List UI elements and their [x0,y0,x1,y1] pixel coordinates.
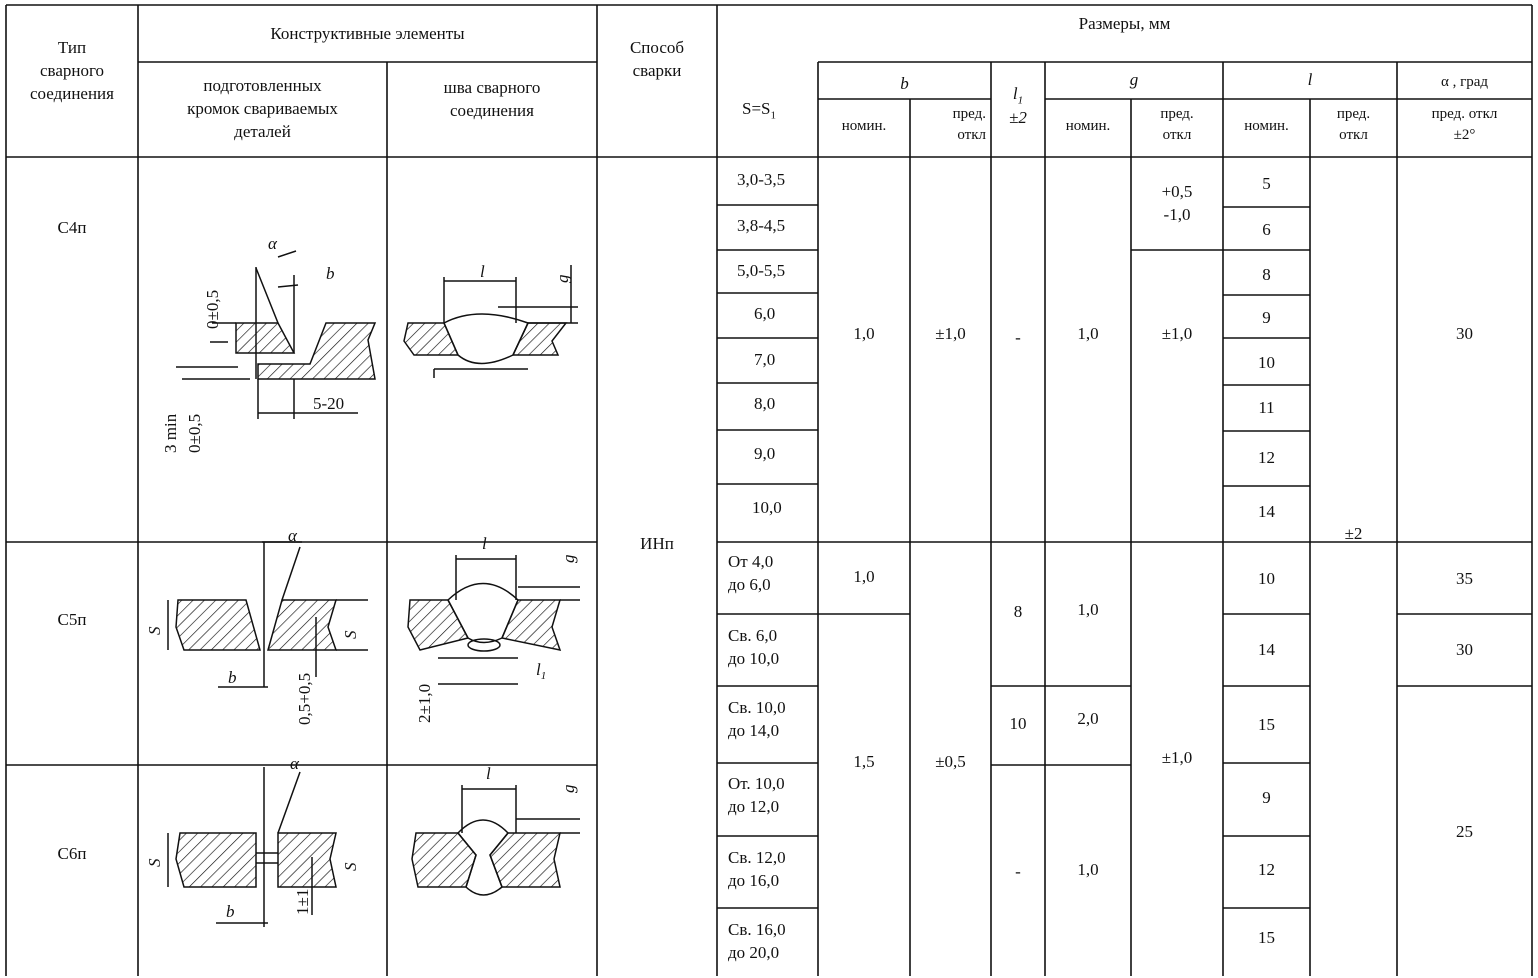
header-g-tol-line: откл [1162,127,1192,143]
header-type-line: соединения [30,84,114,103]
c5-tol-label: 0,5+0,5 [295,672,314,725]
type-c5: С5п [57,610,87,629]
alpha-value: 35 [1456,569,1473,588]
g-nom: 2,0 [1077,709,1099,728]
header-method-line: сварки [632,61,682,80]
type-c6: С6п [57,844,87,863]
header-g-tol-line: пред. [1160,106,1194,122]
header-g: g [1129,70,1139,89]
header-constructive: Конструктивные элементы [270,24,465,43]
c5-l-label: l [482,534,487,553]
g-tol: ±1,0 [1161,324,1193,343]
header-l-tol-line: откл [1339,127,1368,143]
l-nom: 10 [1258,353,1275,372]
l1-value: - [1015,862,1021,881]
g-tol-line: +0,5 [1161,182,1193,201]
header-l1-tol: ±2 [1009,108,1027,128]
l-nom: 8 [1262,265,1271,284]
g-tol-line: -1,0 [1163,205,1191,224]
s-value: 3,0-3,5 [737,170,786,189]
c5-l1-sub: 1 [540,670,547,682]
l-nom: 15 [1258,715,1275,734]
c5-seam-drawing [408,555,580,684]
c4-offset-label: 0±0,5 [185,413,204,453]
c6-g-label: g [559,784,578,793]
header-s-label: S=S [742,99,771,118]
c5-g-label: g [559,554,578,563]
l1-value: 8 [1013,602,1023,621]
l-nom: 12 [1258,860,1275,879]
alpha-value: 30 [1456,324,1473,343]
c6-alpha-label: α [290,754,299,773]
b-tol: ±1,0 [935,324,966,343]
header-b-nomin: номин. [841,118,887,134]
b-tol: ±0,5 [935,752,966,771]
s-value [728,624,779,670]
header-l: l [1307,70,1313,89]
header-alpha-tol [1397,104,1532,146]
c5-l1-label [536,660,546,682]
header-b: b [900,74,909,93]
s-value-line: до 12,0 [728,797,780,816]
header-l-tol [1310,104,1397,146]
s-value: 8,0 [754,394,776,413]
c6-s1-label: S [341,862,360,871]
l1-value: - [1015,328,1021,347]
s-value-line: до 20,0 [728,943,780,962]
header-l1-label: l [1012,84,1018,103]
c4-b-label: b [326,264,335,283]
header-alpha-tol-line: ±2° [1453,127,1476,143]
weld-drawings [138,157,597,976]
header-prepared [138,74,387,143]
header-prepared-line: кромок свариваемых [187,99,338,118]
s-value: 6,0 [754,304,776,323]
s-value: 10,0 [752,498,782,517]
c4-alpha-label: α [268,234,277,253]
type-c4: С4п [57,218,87,237]
s-value-line: Св. 6,0 [728,626,778,645]
s-value-line: до 6,0 [728,575,771,594]
c4-seam-drawing [404,265,578,378]
header-l-nomin: номин. [1244,118,1289,134]
s-value [728,696,786,742]
c6-l-label: l [486,764,491,783]
g-nom: 1,0 [1077,324,1099,343]
l-nom: 5 [1262,174,1271,193]
header-alpha: α , град [1440,74,1489,90]
alpha-value: 25 [1456,822,1473,841]
l-nom: 9 [1262,308,1271,327]
s-value-line: до 10,0 [728,649,780,668]
header-method [597,36,717,82]
header-l-tol-line: пред. [1336,106,1371,122]
l-tol: ±2 [1344,524,1363,543]
header-method-line: Способ [629,38,685,57]
c5-l1-letter: l [536,660,541,679]
header-s-sub: 1 [770,109,776,122]
c4-gap-label: 0±0,5 [203,289,222,329]
g-nom: 1,0 [1077,600,1099,619]
l-nom: 6 [1262,220,1271,239]
c6-seam-drawing [412,785,580,895]
s-value: 5,0-5,5 [737,261,786,280]
header-b-tol [910,104,986,146]
s-value: 3,8-4,5 [737,216,786,235]
g-tol [1131,180,1223,226]
b-nom: 1,5 [853,752,875,771]
header-seam-line: шва сварного [443,78,541,97]
s-value [728,772,785,818]
header-s [742,97,776,127]
c5-prepared-drawing [168,542,368,687]
s-value-line: до 14,0 [728,721,780,740]
header-prepared-line: деталей [234,122,291,141]
c5-s-label: S [145,626,164,635]
s-value-line: до 16,0 [728,871,780,890]
header-g-nomin: номин. [1065,118,1111,134]
alpha-value: 30 [1456,640,1473,659]
c6-tol-label: 1±1 [293,888,312,915]
b-nom: 1,0 [853,567,875,586]
header-sizes: Размеры, мм [1078,14,1171,33]
header-type-line: сварного [39,61,105,80]
c4-min-label: 3 min [161,413,180,453]
c4-prepared-drawing [176,251,375,419]
header-b-tol-line: откл [957,127,986,143]
l-nom: 14 [1258,640,1275,659]
l-nom: 14 [1258,502,1275,521]
s-value: 7,0 [754,350,776,369]
header-seam-line: соединения [450,101,534,120]
s-value [728,918,786,964]
l-nom: 9 [1262,788,1271,807]
header-l1 [991,82,1045,129]
s-value-line: Св. 16,0 [728,920,786,939]
header-l1-sub: 1 [1017,94,1024,107]
c6-b-label: b [226,902,235,921]
b-nom: 1,0 [853,324,875,343]
s-value [728,550,773,596]
header-prepared-line: подготовленных [203,76,322,95]
header-type-line: Тип [57,38,87,57]
header-alpha-tol-line: пред. откл [1431,106,1498,122]
l-nom: 10 [1258,569,1275,588]
header-seam [387,76,597,122]
header-b-tol-line: пред. [952,106,986,122]
method-value: ИНп [640,534,674,553]
l1-value: 10 [1009,714,1027,733]
s-value-line: Св. 10,0 [728,698,786,717]
c5-seam-label: 2±1,0 [415,683,434,723]
c5-alpha-label: α [288,526,297,545]
g-nom: 1,0 [1077,860,1099,879]
c4-range-label: 5-20 [313,394,345,413]
header-type [6,36,138,105]
header-g-tol [1131,104,1223,146]
l-nom: 11 [1258,398,1275,417]
s-value [728,846,786,892]
s-value-line: От 4,0 [728,552,774,571]
s-value-line: От. 10,0 [728,774,785,793]
l-nom: 15 [1258,928,1275,947]
s-value: 9,0 [754,444,776,463]
l-nom: 12 [1258,448,1275,467]
c5-b-label: b [228,668,237,687]
c6-s-label: S [145,858,164,867]
g-tol: ±1,0 [1161,748,1193,767]
c4-g-label: g [553,274,572,283]
s-value-line: Св. 12,0 [728,848,786,867]
c5-s1-label: S [341,630,360,639]
c4-l-label: l [480,262,485,281]
